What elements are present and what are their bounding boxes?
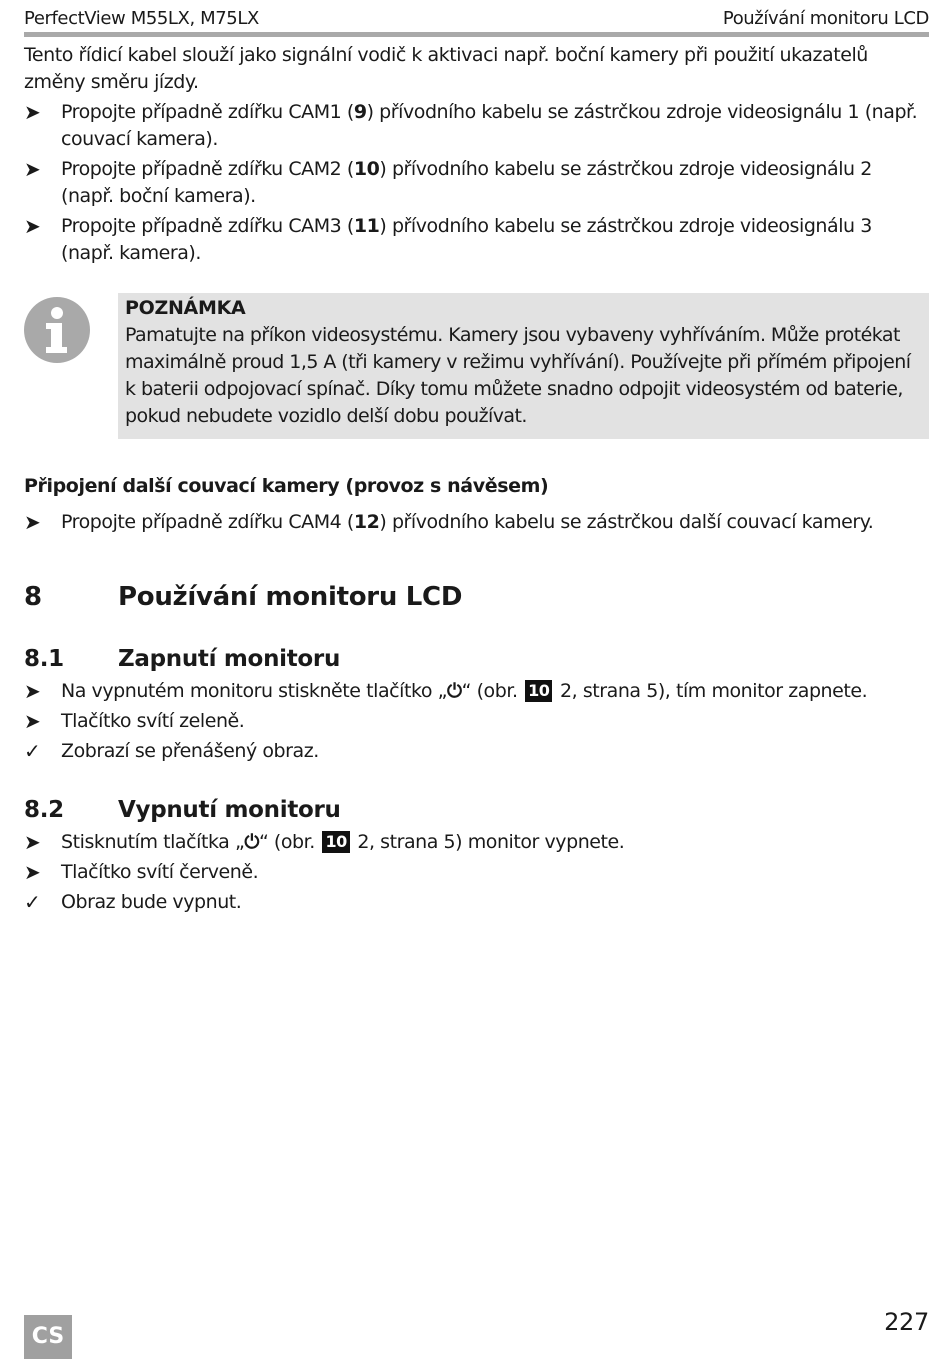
list-item-text: “ (obr. [258,831,321,853]
list-item-cam1 [24,99,929,153]
list-item-text: Tlačítko svítí červeně. [61,861,259,883]
note-block [24,293,929,439]
item-number: 9 [353,101,367,123]
arrow-bullet-icon: ➤ [24,214,41,238]
list-item-power-off [24,829,929,856]
list-item-cam2 [24,156,929,210]
page-content [24,42,929,916]
chapter-title: Používání monitoru LCD [118,582,463,612]
note-text: Pamatujte na příkon videosystému. Kamery jsou vybaveny vyhříváním. Může protékat maximálně proud 1,5 A (tři kamery v režimu vyhřívání). Používejte při přímém připojení k baterii odpojovací spínač. Díky tomu můžete snadno odpojit videosystém od baterie, pokud nebudete vozidlo delší dobu používat. [125,324,911,427]
figure-badge: 10 [322,831,349,853]
item-number: 11 [353,215,380,237]
intro-paragraph: Tento řídicí kabel slouží jako signální vodič k aktivaci např. boční kamery při použití ukazatelů změny směru jízdy. [24,44,868,93]
arrow-bullet-icon: ➤ [24,830,41,854]
header-chapter-title: Používání monitoru LCD [722,8,929,29]
list-item-cam4 [24,509,929,536]
arrow-bullet-icon: ➤ [24,157,41,181]
list-item-text: ) přívodního kabelu se zástrčkou zdroje videosignálu 1 (např. couvací kamera). [61,101,918,150]
section-number: 8.1 [24,646,64,672]
list-item-text: ) přívodního kabelu se zástrčkou zdroje videosignálu 3 (např. kamera). [61,215,872,264]
list-item-text: Propojte případně zdířku CAM2 ( [61,158,354,180]
figure-badge: 10 [525,680,552,702]
note-title: POZNÁMKA [125,297,246,319]
chapter-heading [24,580,929,614]
item-number: 12 [353,511,380,533]
list-item-text: Propojte případně zdířku CAM3 ( [61,215,354,237]
list-item-power-on [24,678,929,705]
page-number: 227 [884,1308,929,1336]
list-item-result-on [24,738,929,765]
list-item-text: 2, strana 5) monitor vypnete. [351,831,625,853]
list-item-cam3 [24,213,929,267]
list-item-text: ) přívodního kabelu se zástrčkou zdroje videosignálu 2 (např. boční kamera). [61,158,872,207]
chapter-number: 8 [24,582,42,612]
arrow-bullet-icon: ➤ [24,100,41,124]
item-number: 10 [353,158,380,180]
section-title: Vypnutí monitoru [118,797,341,823]
list-item-text: Tlačítko svítí zeleně. [61,710,245,732]
list-item-text: Na vypnutém monitoru stiskněte tlačítko „ [61,680,448,702]
arrow-bullet-icon: ➤ [24,860,41,884]
check-icon: ✓ [24,739,41,763]
section-title: Zapnutí monitoru [118,646,341,672]
power-icon: ⏻ [244,831,259,853]
list-item-text: Stisknutím tlačítka „ [61,831,245,853]
trailer-camera-heading: Připojení další couvací kamery (provoz s návěsem) [24,475,549,497]
page-header [24,6,929,37]
list-item-text: Propojte případně zdířku CAM1 ( [61,101,354,123]
list-item-result-off [24,889,929,916]
list-item-text: 2, strana 5), tím monitor zapnete. [554,680,868,702]
list-item-red-light [24,859,929,886]
section-number: 8.2 [24,797,64,823]
section-heading-8-1 [24,644,929,674]
check-icon: ✓ [24,890,41,914]
list-item-text: Obraz bude vypnut. [61,891,242,913]
list-item-text: ) přívodního kabelu se zástrčkou další couvací kamery. [379,511,874,533]
header-product-name: PerfectView M55LX, M75LX [24,8,259,29]
arrow-bullet-icon: ➤ [24,679,41,703]
list-item-text: Propojte případně zdířku CAM4 ( [61,511,354,533]
list-item-text: “ (obr. [461,680,524,702]
arrow-bullet-icon: ➤ [24,709,41,733]
list-item-text: Zobrazí se přenášený obraz. [61,740,319,762]
arrow-bullet-icon: ➤ [24,510,41,534]
list-item-green-light [24,708,929,735]
power-icon: ⏻ [447,680,462,702]
info-icon [24,297,90,363]
note-box [118,293,929,439]
section-heading-8-2 [24,795,929,825]
language-badge: CS [24,1315,72,1359]
